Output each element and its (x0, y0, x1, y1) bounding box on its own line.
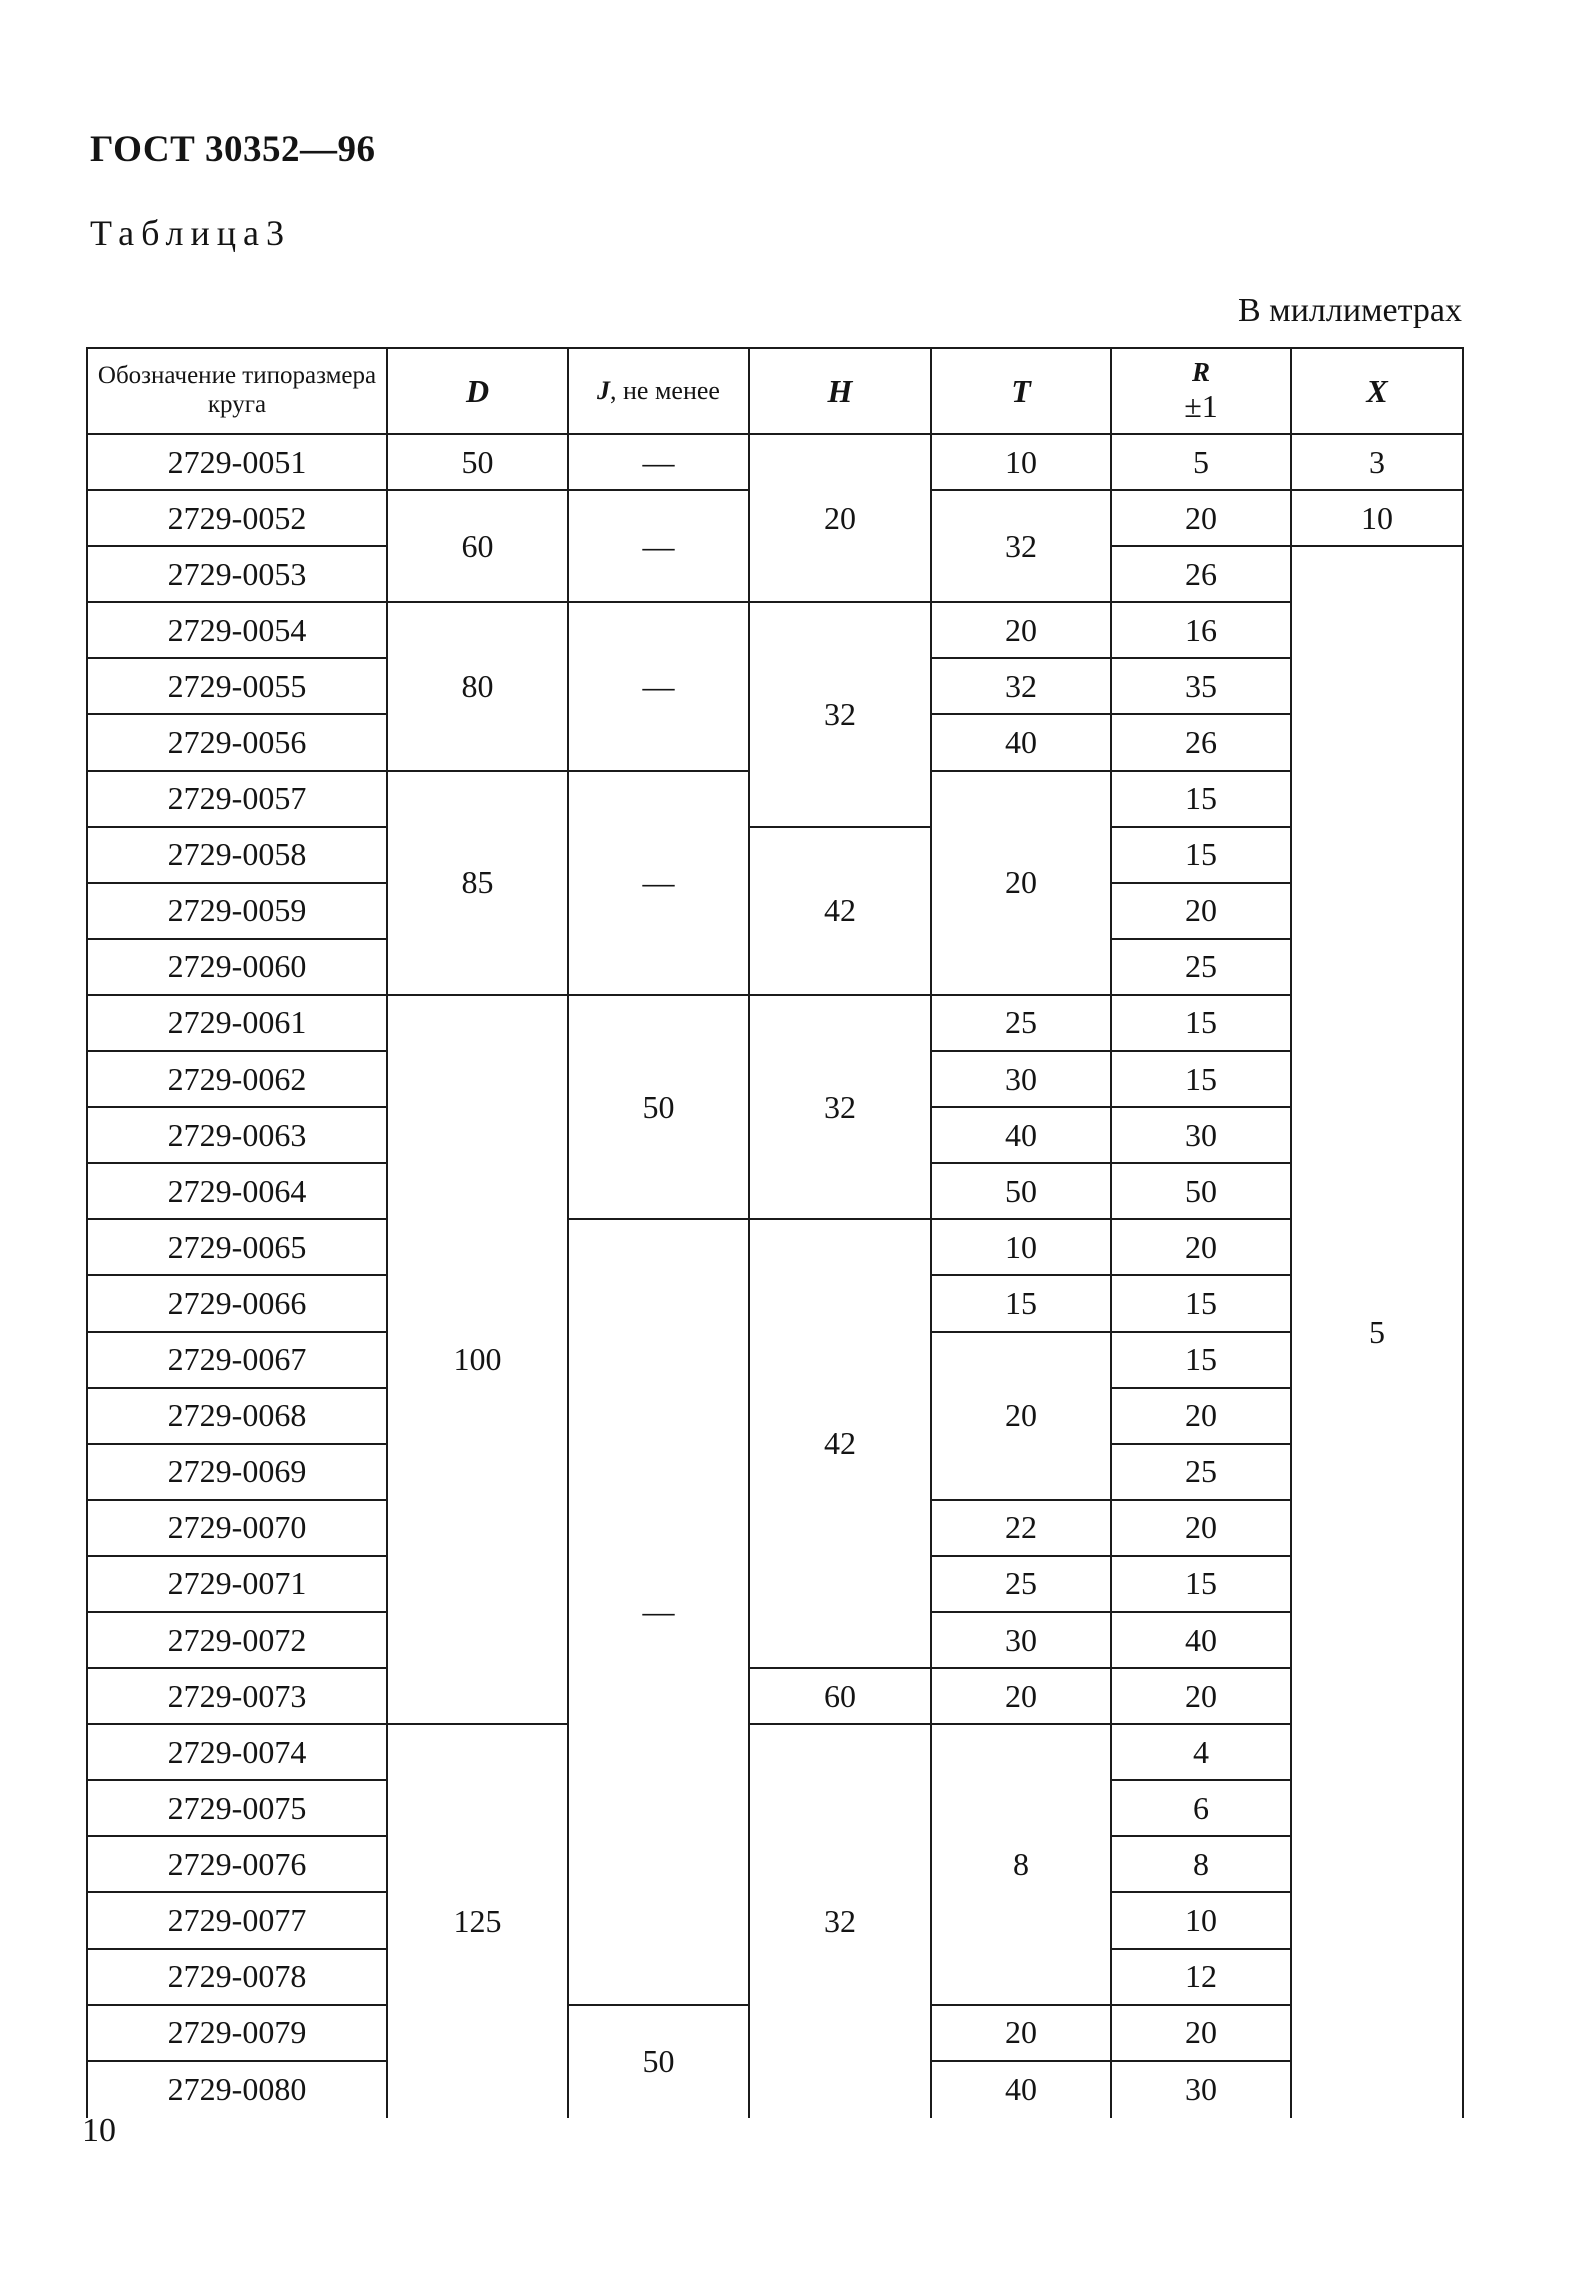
h-cell: 42 (750, 828, 932, 996)
r-cell: 30 (1112, 2062, 1292, 2118)
designation-cell: 2729-0055 (86, 659, 388, 715)
j-cell: — (569, 491, 750, 603)
t-cell: 40 (932, 1108, 1112, 1164)
h-cell: 42 (750, 1220, 932, 1669)
r-cell: 12 (1112, 1950, 1292, 2006)
header-x: X (1292, 347, 1464, 435)
t-cell: 8 (932, 1725, 1112, 2005)
d-cell: 85 (388, 772, 569, 996)
r-cell: 40 (1112, 1613, 1292, 1669)
r-cell: 15 (1112, 1276, 1292, 1332)
x-cell: 3 (1292, 435, 1464, 491)
t-cell: 20 (932, 1669, 1112, 1725)
designation-cell: 2729-0063 (86, 1108, 388, 1164)
h-cell: 60 (750, 1669, 932, 1725)
x-cell: 10 (1292, 491, 1464, 547)
d-cell: 60 (388, 491, 569, 603)
designation-cell: 2729-0073 (86, 1669, 388, 1725)
t-cell: 10 (932, 1220, 1112, 1276)
designation-cell: 2729-0061 (86, 996, 388, 1052)
r-cell: 5 (1112, 435, 1292, 491)
r-cell: 8 (1112, 1837, 1292, 1893)
r-cell: 15 (1112, 828, 1292, 884)
r-cell: 30 (1112, 1108, 1292, 1164)
r-cell: 20 (1112, 2006, 1292, 2062)
h-cell: 20 (750, 435, 932, 603)
j-cell: — (569, 772, 750, 996)
r-cell: 4 (1112, 1725, 1292, 1781)
header-r-tolerance: ±1 (1184, 388, 1218, 425)
designation-cell: 2729-0072 (86, 1613, 388, 1669)
designation-cell: 2729-0078 (86, 1950, 388, 2006)
header-r-stack (1184, 357, 1218, 425)
designation-cell: 2729-0052 (86, 491, 388, 547)
designation-cell: 2729-0077 (86, 1893, 388, 1949)
header-r-variable: R (1191, 357, 1210, 388)
h-cell: 32 (750, 996, 932, 1220)
designation-cell: 2729-0080 (86, 2062, 388, 2118)
d-cell: 80 (388, 603, 569, 771)
designation-cell: 2729-0051 (86, 435, 388, 491)
header-j (569, 347, 750, 435)
table-title: Таблица3 (90, 213, 291, 253)
designation-cell: 2729-0060 (86, 940, 388, 996)
t-cell: 20 (932, 2006, 1112, 2062)
designation-cell: 2729-0079 (86, 2006, 388, 2062)
designation-cell: 2729-0062 (86, 1052, 388, 1108)
r-cell: 26 (1112, 547, 1292, 603)
t-cell: 22 (932, 1501, 1112, 1557)
t-cell: 40 (932, 2062, 1112, 2118)
designation-cell: 2729-0074 (86, 1725, 388, 1781)
t-cell: 50 (932, 1164, 1112, 1220)
d-cell: 100 (388, 996, 569, 1725)
page-number: 10 (82, 2112, 116, 2149)
designation-cell: 2729-0056 (86, 715, 388, 771)
x-cell: 5 (1292, 547, 1464, 2118)
designation-cell: 2729-0075 (86, 1781, 388, 1837)
t-cell: 30 (932, 1052, 1112, 1108)
t-cell: 30 (932, 1613, 1112, 1669)
r-cell: 6 (1112, 1781, 1292, 1837)
t-cell: 20 (932, 1333, 1112, 1501)
r-cell: 35 (1112, 659, 1292, 715)
t-cell: 15 (932, 1276, 1112, 1332)
designation-cell: 2729-0065 (86, 1220, 388, 1276)
r-cell: 26 (1112, 715, 1292, 771)
units-label: В миллиметрах (1238, 292, 1462, 329)
designation-cell: 2729-0053 (86, 547, 388, 603)
designation-cell: 2729-0071 (86, 1557, 388, 1613)
designation-cell: 2729-0069 (86, 1445, 388, 1501)
r-cell: 15 (1112, 1557, 1292, 1613)
j-cell: — (569, 1220, 750, 2005)
r-cell: 16 (1112, 603, 1292, 659)
r-cell: 25 (1112, 940, 1292, 996)
document-header: ГОСТ 30352—96 (90, 129, 376, 170)
designation-cell: 2729-0076 (86, 1837, 388, 1893)
header-j-variable: J (597, 376, 611, 406)
designation-cell: 2729-0067 (86, 1333, 388, 1389)
h-cell: 32 (750, 1725, 932, 2118)
t-cell: 20 (932, 772, 1112, 996)
t-cell: 25 (932, 1557, 1112, 1613)
t-cell: 40 (932, 715, 1112, 771)
header-r (1112, 347, 1292, 435)
dimensions-table (86, 347, 1464, 2117)
r-cell: 25 (1112, 1445, 1292, 1501)
r-cell: 20 (1112, 1220, 1292, 1276)
t-cell: 25 (932, 996, 1112, 1052)
j-cell: 50 (569, 996, 750, 1220)
t-cell: 10 (932, 435, 1112, 491)
r-cell: 15 (1112, 1052, 1292, 1108)
designation-cell: 2729-0070 (86, 1501, 388, 1557)
j-cell: 50 (569, 2006, 750, 2118)
header-j-suffix: , не менее (610, 376, 720, 406)
header-t: T (932, 347, 1112, 435)
r-cell: 15 (1112, 772, 1292, 828)
r-cell: 10 (1112, 1893, 1292, 1949)
designation-cell: 2729-0057 (86, 772, 388, 828)
r-cell: 20 (1112, 1389, 1292, 1445)
r-cell: 20 (1112, 884, 1292, 940)
header-designation: Обозначение типоразмера круга (86, 347, 388, 435)
r-cell: 15 (1112, 996, 1292, 1052)
header-d: D (388, 347, 569, 435)
designation-cell: 2729-0068 (86, 1389, 388, 1445)
d-cell: 125 (388, 1725, 569, 2118)
j-cell: — (569, 435, 750, 491)
designation-cell: 2729-0054 (86, 603, 388, 659)
designation-cell: 2729-0058 (86, 828, 388, 884)
t-cell: 20 (932, 603, 1112, 659)
header-h: H (750, 347, 932, 435)
r-cell: 15 (1112, 1333, 1292, 1389)
r-cell: 20 (1112, 491, 1292, 547)
designation-cell: 2729-0064 (86, 1164, 388, 1220)
d-cell: 50 (388, 435, 569, 491)
r-cell: 20 (1112, 1501, 1292, 1557)
designation-cell: 2729-0059 (86, 884, 388, 940)
h-cell: 32 (750, 603, 932, 827)
t-cell: 32 (932, 659, 1112, 715)
r-cell: 50 (1112, 1164, 1292, 1220)
designation-cell: 2729-0066 (86, 1276, 388, 1332)
r-cell: 20 (1112, 1669, 1292, 1725)
j-cell: — (569, 603, 750, 771)
t-cell: 32 (932, 491, 1112, 603)
